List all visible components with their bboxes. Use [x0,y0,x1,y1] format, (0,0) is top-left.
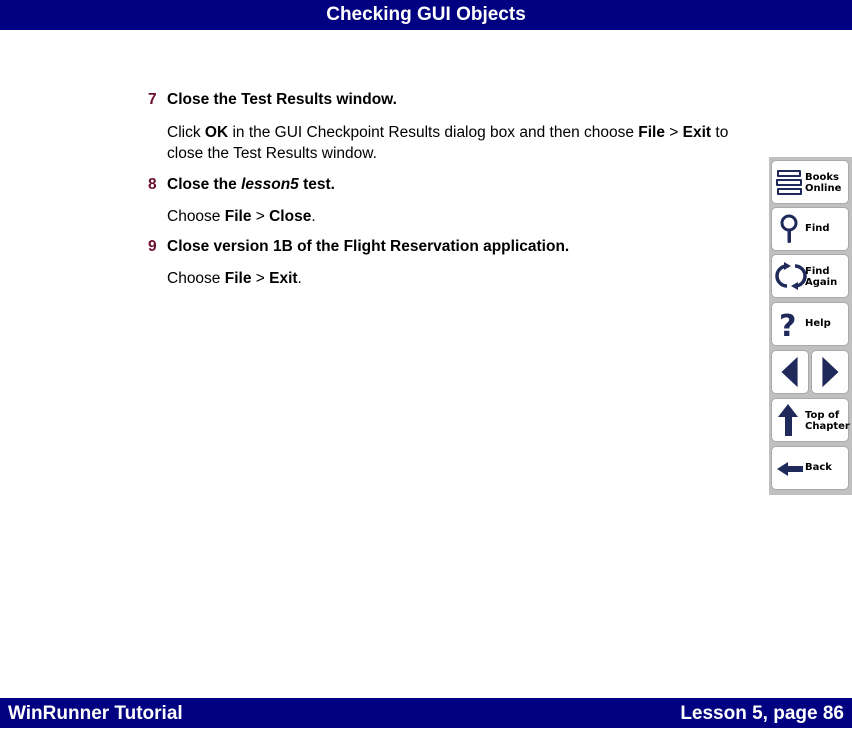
header-title: Checking GUI Objects [326,4,526,25]
body-text: > [664,124,683,141]
up-arrow-icon [775,402,807,438]
prev-arrow-icon [772,351,808,393]
body-text: . [311,208,316,225]
books-icon [775,164,807,200]
back-label: Back [805,462,832,473]
footer-page-number: Lesson 5, page 86 [680,703,844,724]
step-7 [148,90,758,164]
back-button[interactable] [771,446,849,490]
title-text: Close the [167,176,242,193]
books-online-button[interactable] [771,160,849,204]
step-heading [148,175,758,195]
body-text: > [251,270,270,287]
body-text: in the GUI Checkpoint Results dialog box and then choose [228,124,639,141]
body-text: > [251,208,270,225]
main-content [148,90,758,289]
top-of-chapter-label: Top of Chapter [805,410,850,432]
back-arrow-icon [775,450,807,486]
body-bold: Exit [682,124,712,141]
find-again-icon [775,258,807,294]
step-8 [148,175,758,227]
step-title: Close the Test Results window. [167,91,397,108]
body-bold: File [638,124,665,141]
step-heading [148,237,758,257]
next-page-button[interactable] [811,350,849,394]
step-body [167,268,758,289]
body-bold: Exit [269,270,298,287]
magnifier-icon [775,211,807,247]
find-again-label: Find Again [805,266,838,288]
page-footer [0,698,852,728]
find-button[interactable] [771,207,849,251]
step-title: Close version 1B of the Flight Reservation application. [167,238,570,255]
body-text: to close the Test Results window. [167,124,729,162]
previous-page-button[interactable] [771,350,809,394]
title-italic: lesson5 [241,176,299,193]
body-text: Choose [167,208,225,225]
find-label: Find [805,223,830,234]
body-text: . [297,270,302,287]
question-icon [775,306,807,342]
step-number: 9 [148,238,157,255]
body-bold: File [224,208,252,225]
svg-text:?: ? [779,309,797,342]
body-text: Click [167,124,205,141]
body-bold: Close [269,208,312,225]
help-label: Help [805,318,831,329]
find-again-button[interactable] [771,254,849,298]
top-of-chapter-button[interactable] [771,398,849,442]
next-arrow-icon [812,351,848,393]
step-number: 8 [148,176,157,193]
body-text: Choose [167,270,225,287]
step-heading [148,90,758,110]
step-number: 7 [148,91,157,108]
body-bold: File [224,270,252,287]
books-online-label: Books Online [805,172,842,194]
step-body [167,122,758,164]
step-title [167,175,335,195]
body-bold: OK [204,124,229,141]
footer-doc-title: WinRunner Tutorial [8,703,183,724]
nav-panel [769,157,852,495]
step-body [167,206,758,227]
help-button[interactable] [771,302,849,346]
page-header [0,0,852,30]
title-text: test. [298,176,335,193]
step-9 [148,237,758,289]
